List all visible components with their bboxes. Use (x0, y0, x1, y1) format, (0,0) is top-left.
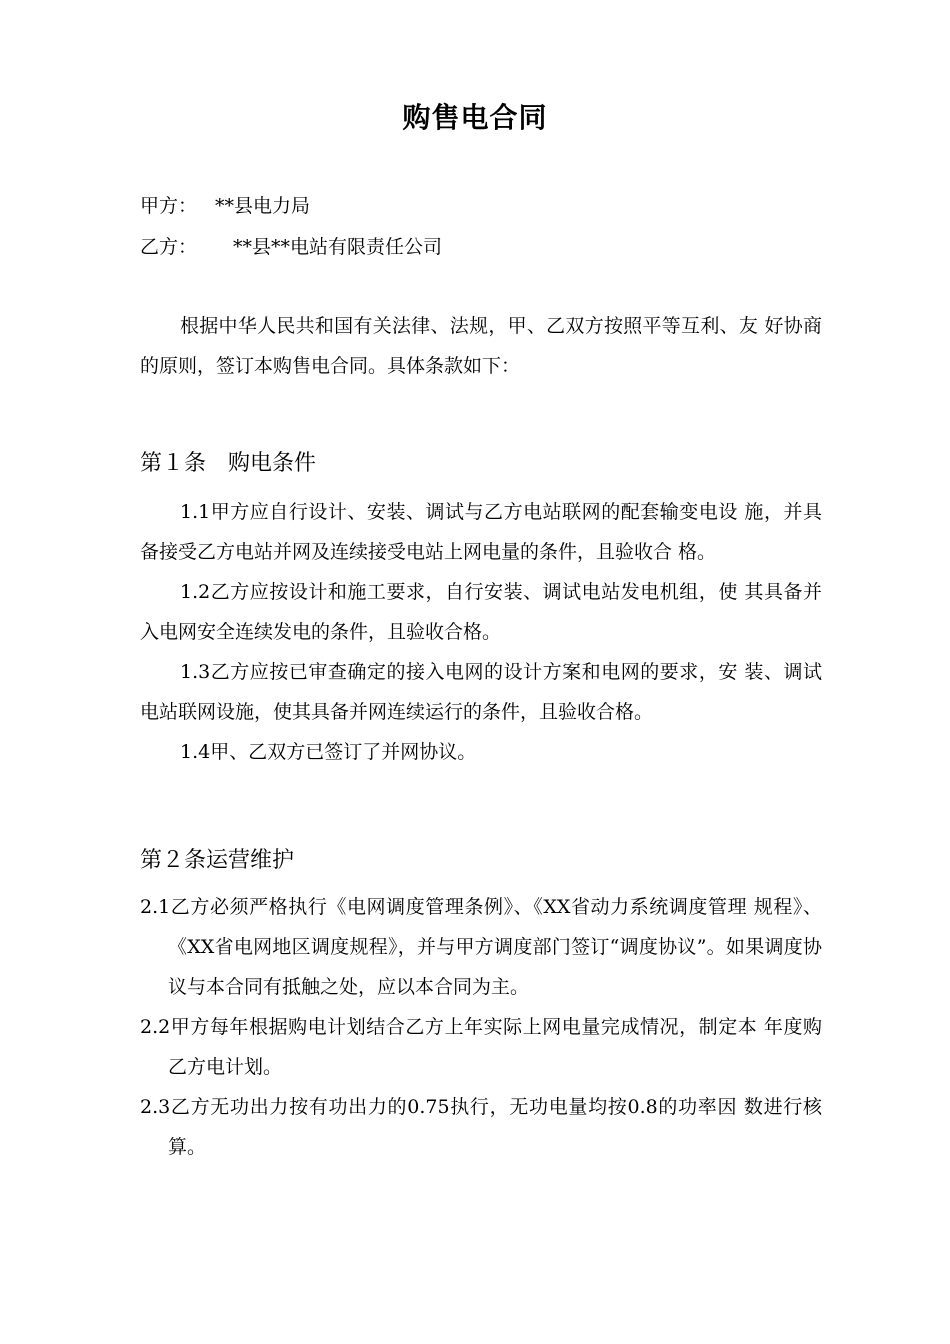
party-a-line (140, 191, 310, 218)
document-title: 购售电合同 (402, 101, 548, 134)
party-b-name: **县**电站有限责任公司 (233, 236, 443, 258)
party-a-label: 甲方： (140, 195, 198, 217)
clause-1-3: 1.3乙方应按已审查确定的接入电网的设计方案和电网的要求，安 装、调试电站联网设施，使其具备并网连续运行的条件，且验收合格。 (140, 661, 822, 723)
clause-1-1: 1.1甲方应自行设计、安装、调试与乙方电站联网的配套输变电设 施，并具备接受乙方电站并网及连续接受电站上网电量的条件，且验收合 格。 (140, 501, 822, 563)
article-1-body (140, 492, 822, 772)
clause-1-4: 1.4甲、乙双方已签订了并网协议。 (180, 741, 477, 763)
party-b-line (140, 232, 442, 259)
preamble-paragraph: 根据中华人民共和国有关法律、法规，甲、乙双方按照平等互利、友 好协商的原则，签订本购售电合同。具体条款如下： (140, 315, 822, 377)
clause-1-2: 1.2乙方应按设计和施工要求，自行安装、调试电站发电机组，使 其具备并入电网安全连续发电的条件，且验收合格。 (140, 581, 822, 643)
article-2-body (140, 887, 822, 1167)
party-a-name: **县电力局 (215, 195, 311, 217)
party-b-label: 乙方： (140, 236, 198, 258)
article-2-heading: 第２条运营维护 (140, 848, 295, 873)
clause-2-3: 2.3乙方无功出力按有功出力的0.75执行，无功电量均按0.8的功率因 数进行核算。 (140, 1096, 822, 1158)
clause-2-1: 2.1乙方必须严格执行《电网调度管理条例》、《XX省动力系统调度管理 规程》、《XX省电网地区调度规程》，并与甲方调度部门签订“调度协议”。如果调度协议与本合同有抵触之处，应以本合同为主。 (140, 896, 822, 998)
clause-2-2: 2.2甲方每年根据购电计划结合乙方上年实际上网电量完成情况，制定本 年度购乙方电计划。 (140, 1016, 822, 1078)
article-1-heading: 第１条 购电条件 (140, 451, 317, 476)
